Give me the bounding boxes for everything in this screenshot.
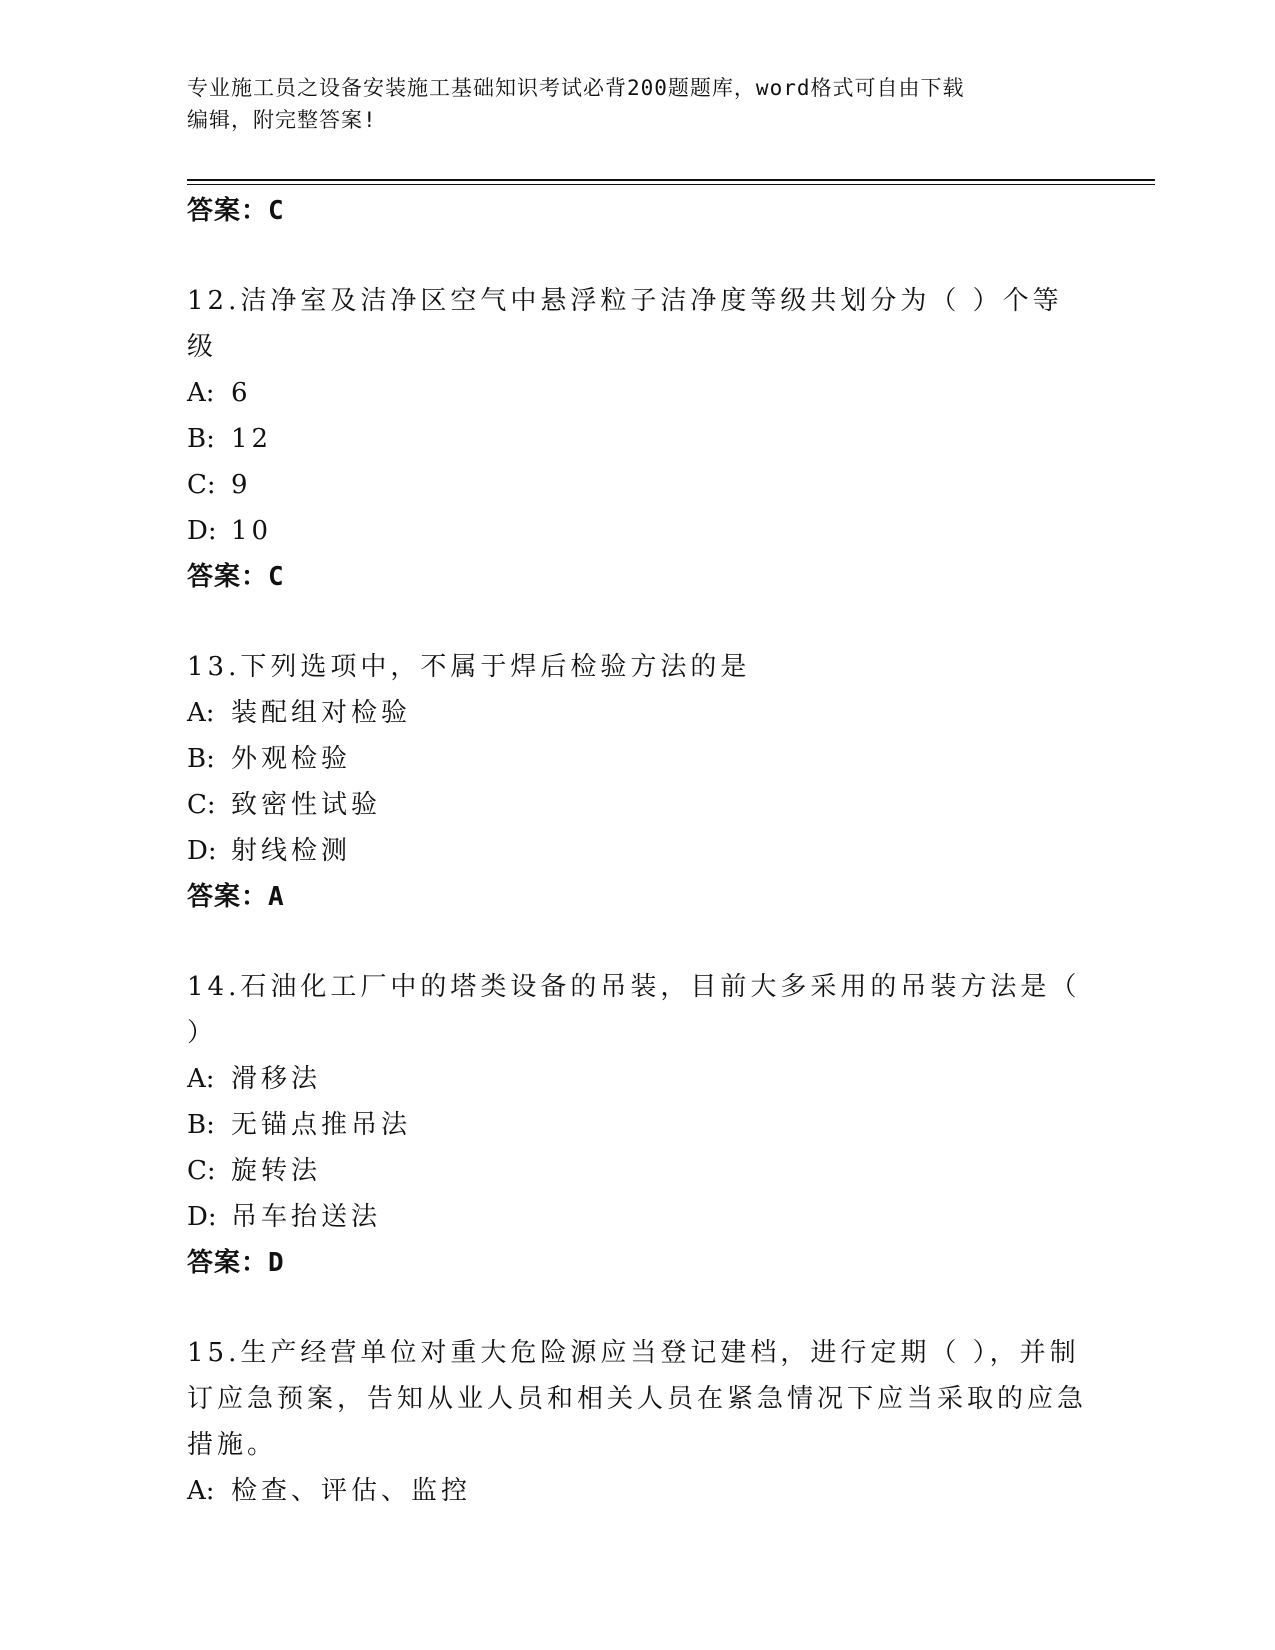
option-key: A: xyxy=(187,698,215,728)
answer-line: 答案：C xyxy=(187,196,285,226)
option-a xyxy=(187,1056,1087,1102)
question-block xyxy=(187,964,1087,1286)
question-text: 13.下列选项中，不属于焊后检验方法的是 xyxy=(187,652,751,682)
option-key: C: xyxy=(187,470,216,500)
option-a xyxy=(187,1468,1087,1514)
option-d xyxy=(187,508,1087,554)
question-block xyxy=(187,1330,1087,1514)
option-c xyxy=(187,462,1087,508)
option-text: 9 xyxy=(231,470,252,500)
option-text: 滑移法 xyxy=(231,1064,322,1094)
option-b xyxy=(187,416,1087,462)
option-d xyxy=(187,828,1087,874)
question-text-line-2: ） xyxy=(187,1018,218,1048)
option-b xyxy=(187,736,1087,782)
option-text: 旋转法 xyxy=(231,1156,322,1186)
option-key: B: xyxy=(187,744,215,774)
option-key: D: xyxy=(187,836,217,866)
header-line-2: 编辑，附完整答案! xyxy=(187,108,377,132)
option-key: A: xyxy=(187,1476,215,1506)
option-key: B: xyxy=(187,1110,215,1140)
option-text: 致密性试验 xyxy=(231,790,382,820)
option-text: 射线检测 xyxy=(231,836,352,866)
option-text: 吊车抬送法 xyxy=(231,1202,382,1232)
header-line-1: 专业施工员之设备安装施工基础知识考试必背200题题库，word格式可自由下载 xyxy=(187,76,965,100)
option-d xyxy=(187,1194,1087,1240)
option-key: C: xyxy=(187,1156,216,1186)
option-key: D: xyxy=(187,1202,217,1232)
question-text-line-3: 措施。 xyxy=(187,1430,278,1460)
question-block xyxy=(187,644,1087,920)
option-key: C: xyxy=(187,790,216,820)
option-b xyxy=(187,1102,1087,1148)
option-text: 无锚点推吊法 xyxy=(231,1110,412,1140)
document-header xyxy=(187,72,1067,136)
question-text-line-1: 15.生产经营单位对重大危险源应当登记建档，进行定期（ ），并制 xyxy=(187,1338,1080,1368)
option-key: A: xyxy=(187,378,215,408)
option-text: 外观检验 xyxy=(231,744,352,774)
header-divider-thin xyxy=(187,184,1155,185)
option-a xyxy=(187,370,1087,416)
option-text: 12 xyxy=(231,424,273,454)
option-key: D: xyxy=(187,516,217,546)
option-key: A: xyxy=(187,1064,215,1094)
option-text: 检查、评估、监控 xyxy=(231,1476,472,1506)
option-c xyxy=(187,1148,1087,1194)
option-text: 6 xyxy=(231,378,252,408)
question-text-line-1: 14.石油化工厂中的塔类设备的吊装，目前大多采用的吊装方法是（ xyxy=(187,972,1081,1002)
answer-line: 答案：A xyxy=(187,882,285,912)
header-divider-thick xyxy=(187,179,1155,181)
option-key: B: xyxy=(187,424,215,454)
option-text: 装配组对检验 xyxy=(231,698,412,728)
answer-line: 答案：D xyxy=(187,1248,285,1278)
question-text: 12.洁净室及洁净区空气中悬浮粒子洁净度等级共划分为（ ）个等级 xyxy=(187,286,1063,362)
option-c xyxy=(187,782,1087,828)
option-a xyxy=(187,690,1087,736)
option-text: 10 xyxy=(231,516,273,546)
answer-line: 答案：C xyxy=(187,562,285,592)
question-text-line-2: 订应急预案，告知从业人员和相关人员在紧急情况下应当采取的应急 xyxy=(187,1384,1088,1414)
question-list xyxy=(187,188,1087,1514)
question-block xyxy=(187,278,1087,600)
